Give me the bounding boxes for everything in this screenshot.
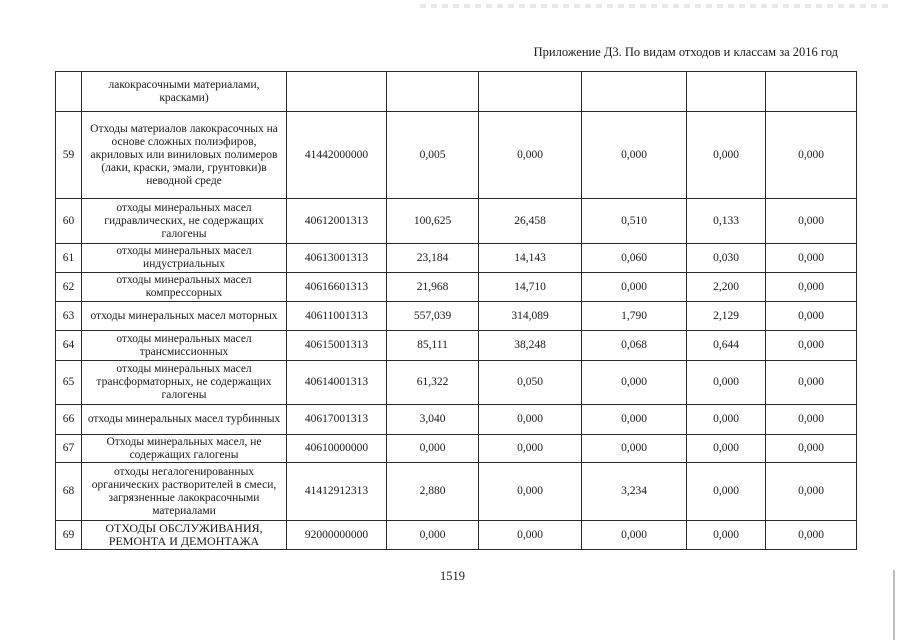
cell-v3: 3,234 [582, 463, 687, 521]
cell-code: 92000000000 [287, 521, 387, 550]
cell-num: 61 [56, 244, 82, 273]
cell-v4: 2,129 [687, 302, 766, 331]
table-row [56, 405, 857, 435]
cell-v1: 2,880 [387, 463, 479, 521]
table-row [56, 361, 857, 405]
table-row [56, 244, 857, 273]
cell-num: 65 [56, 361, 82, 405]
cell-v5: 0,000 [766, 521, 857, 550]
cell-v2: 26,458 [479, 199, 582, 244]
cell-code: 40613001313 [287, 244, 387, 273]
cell-v1: 100,625 [387, 199, 479, 244]
table-row [56, 273, 857, 302]
cell-v2: 38,248 [479, 331, 582, 361]
cell-v1 [387, 72, 479, 112]
cell-v1: 3,040 [387, 405, 479, 435]
cell-v1: 21,968 [387, 273, 479, 302]
cell-v5: 0,000 [766, 361, 857, 405]
cell-code: 40612001313 [287, 199, 387, 244]
cell-num: 66 [56, 405, 82, 435]
cell-code: 41442000000 [287, 112, 387, 199]
cell-name: отходы минеральных масел индустриальных [82, 244, 287, 273]
cell-v2: 0,000 [479, 463, 582, 521]
cell-v5: 0,000 [766, 331, 857, 361]
cell-name: отходы минеральных масел трансформаторных, не содержащих галогены [82, 361, 287, 405]
cell-v3: 0,000 [582, 112, 687, 199]
cell-code [287, 72, 387, 112]
cell-v4: 2,200 [687, 273, 766, 302]
cell-v2: 0,000 [479, 435, 582, 463]
cell-name: отходы минеральных масел моторных [82, 302, 287, 331]
cell-v5: 0,000 [766, 435, 857, 463]
cell-v3: 0,000 [582, 435, 687, 463]
cell-name: отходы негалогенированных органических растворителей в смеси, загрязненные лакокрасочными материалами [82, 463, 287, 521]
cell-v3: 0,000 [582, 405, 687, 435]
cell-name: отходы минеральных масел компрессорных [82, 273, 287, 302]
cell-v5 [766, 72, 857, 112]
cell-v3: 0,000 [582, 361, 687, 405]
cell-name: ОТХОДЫ ОБСЛУЖИВАНИЯ, РЕМОНТА И ДЕМОНТАЖА [82, 521, 287, 550]
page-number: 1519 [440, 569, 465, 583]
cell-code: 40610000000 [287, 435, 387, 463]
cell-num: 63 [56, 302, 82, 331]
cell-v4: 0,000 [687, 435, 766, 463]
cell-v3 [582, 72, 687, 112]
cell-v5: 0,000 [766, 199, 857, 244]
table-row-continuation [56, 72, 857, 112]
cell-v5: 0,000 [766, 405, 857, 435]
cell-v5: 0,000 [766, 244, 857, 273]
cell-v4: 0,000 [687, 361, 766, 405]
cell-v5: 0,000 [766, 273, 857, 302]
table-body [56, 72, 857, 550]
cell-v4: 0,000 [687, 463, 766, 521]
cell-code: 40611001313 [287, 302, 387, 331]
cell-v1: 0,005 [387, 112, 479, 199]
table-row [56, 463, 857, 521]
cell-code: 40617001313 [287, 405, 387, 435]
cell-v2: 0,000 [479, 521, 582, 550]
cell-num: 59 [56, 112, 82, 199]
cell-num: 64 [56, 331, 82, 361]
cell-v2: 0,050 [479, 361, 582, 405]
cell-v3: 0,000 [582, 521, 687, 550]
cell-v2 [479, 72, 582, 112]
cell-v1: 0,000 [387, 435, 479, 463]
table-row [56, 521, 857, 550]
cell-v5: 0,000 [766, 463, 857, 521]
cell-v4 [687, 72, 766, 112]
scan-artifact [420, 4, 890, 8]
cell-name: Отходы минеральных масел, не содержащих галогены [82, 435, 287, 463]
cell-v4: 0,000 [687, 405, 766, 435]
cell-v1: 23,184 [387, 244, 479, 273]
cell-v1: 0,000 [387, 521, 479, 550]
cell-v2: 314,089 [479, 302, 582, 331]
cell-v1: 557,039 [387, 302, 479, 331]
table-row [56, 302, 857, 331]
cell-v3: 0,068 [582, 331, 687, 361]
cell-v3: 0,000 [582, 273, 687, 302]
table-row [56, 331, 857, 361]
cell-num: 69 [56, 521, 82, 550]
cell-num: 67 [56, 435, 82, 463]
cell-name: отходы минеральных масел турбинных [82, 405, 287, 435]
cell-code: 41412912313 [287, 463, 387, 521]
table-row [56, 112, 857, 199]
cell-v1: 85,111 [387, 331, 479, 361]
cell-v4: 0,030 [687, 244, 766, 273]
cell-v1: 61,322 [387, 361, 479, 405]
cell-num: 60 [56, 199, 82, 244]
cell-v4: 0,644 [687, 331, 766, 361]
cell-name: Отходы материалов лакокрасочных на основе сложных полиэфиров, акриловых или виниловых полимеров (лаки, краски, эмали, грунтовки)в неводной среде [82, 112, 287, 199]
cell-v3: 0,060 [582, 244, 687, 273]
cell-v2: 0,000 [479, 405, 582, 435]
cell-num [56, 72, 82, 112]
cell-v4: 0,000 [687, 521, 766, 550]
cell-v3: 1,790 [582, 302, 687, 331]
cell-v2: 14,710 [479, 273, 582, 302]
waste-table [55, 71, 857, 550]
cell-name: отходы минеральных масел трансмиссионных [82, 331, 287, 361]
cell-name: отходы минеральных масел гидравлических, не содержащих галогены [82, 199, 287, 244]
cell-v4: 0,133 [687, 199, 766, 244]
page-header: Приложение Д3. По видам отходов и классам за 2016 год [533, 45, 838, 59]
cell-code: 40615001313 [287, 331, 387, 361]
cell-code: 40616601313 [287, 273, 387, 302]
cell-v5: 0,000 [766, 302, 857, 331]
cell-v2: 14,143 [479, 244, 582, 273]
cell-code: 40614001313 [287, 361, 387, 405]
cell-name: лакокрасочными материалами, красками) [82, 72, 287, 112]
cell-v4: 0,000 [687, 112, 766, 199]
cell-v3: 0,510 [582, 199, 687, 244]
cell-num: 68 [56, 463, 82, 521]
cell-v5: 0,000 [766, 112, 857, 199]
table-row [56, 435, 857, 463]
table-row [56, 199, 857, 244]
cell-v2: 0,000 [479, 112, 582, 199]
cell-num: 62 [56, 273, 82, 302]
